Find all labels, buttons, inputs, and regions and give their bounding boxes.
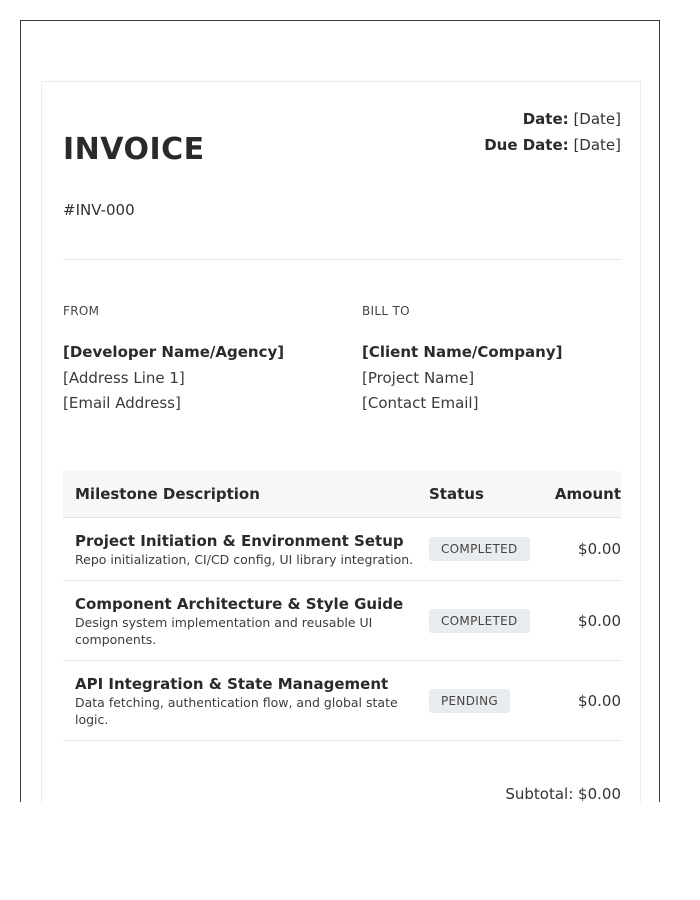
- milestone-description: Design system implementation and reusable UI components.: [75, 614, 373, 647]
- date-label: Date:: [522, 110, 569, 128]
- invoice-number: #INV-000: [63, 201, 135, 219]
- milestone-title: Component Architecture & Style Guide: [75, 594, 404, 613]
- amount-cell: $0.00: [539, 518, 621, 581]
- due-date-row: [484, 132, 621, 158]
- contact-email: [Contact Email]: [362, 394, 479, 412]
- table-header: [63, 471, 621, 518]
- amount-cell: $0.00: [539, 581, 621, 661]
- milestone-description: Data fetching, authentication flow, and global state logic.: [75, 694, 398, 727]
- table-row: [63, 518, 621, 581]
- from-name: [Developer Name/Agency]: [63, 343, 285, 361]
- milestone-cell: [63, 518, 429, 581]
- bill-to-section: [362, 304, 642, 417]
- milestone-table: [63, 471, 621, 741]
- from-address: [Address Line 1]: [63, 368, 185, 387]
- invoice-dates: [484, 106, 621, 158]
- header-divider: [63, 259, 621, 260]
- milestone-title: Project Initiation & Environment Setup: [75, 531, 404, 550]
- status-cell: [429, 581, 539, 661]
- status-badge: PENDING: [429, 689, 510, 713]
- amount-cell: $0.00: [539, 661, 621, 741]
- header-amount: Amount: [539, 471, 621, 518]
- date-row: [484, 106, 621, 132]
- table-row: [63, 661, 621, 741]
- invoice-card: [41, 81, 641, 802]
- table-body: [63, 518, 621, 741]
- date-value: [Date]: [573, 110, 621, 128]
- status-cell: [429, 661, 539, 741]
- from-label: FROM: [63, 304, 100, 318]
- status-badge: COMPLETED: [429, 537, 530, 561]
- table-row: [63, 581, 621, 661]
- milestone-title: API Integration & State Management: [75, 674, 389, 693]
- table-header-row: [63, 471, 621, 518]
- header-description: Milestone Description: [63, 471, 429, 518]
- invoice-title: INVOICE: [63, 132, 205, 167]
- due-date-label: Due Date:: [484, 136, 569, 154]
- from-email: [Email Address]: [63, 394, 181, 412]
- project-name: [Project Name]: [362, 368, 475, 387]
- page-frame: [20, 20, 660, 802]
- milestone-cell: [63, 581, 429, 661]
- client-name: [Client Name/Company]: [362, 343, 563, 361]
- status-cell: [429, 518, 539, 581]
- subtotal: Subtotal: $0.00: [505, 785, 621, 802]
- milestone-description: Repo initialization, CI/CD config, UI library integration.: [75, 551, 414, 567]
- milestone-cell: [63, 661, 429, 741]
- status-badge: COMPLETED: [429, 609, 530, 633]
- from-section: [63, 304, 343, 417]
- header-status: Status: [429, 471, 539, 518]
- bill-to-label: BILL TO: [362, 304, 410, 318]
- due-date-value: [Date]: [573, 136, 621, 154]
